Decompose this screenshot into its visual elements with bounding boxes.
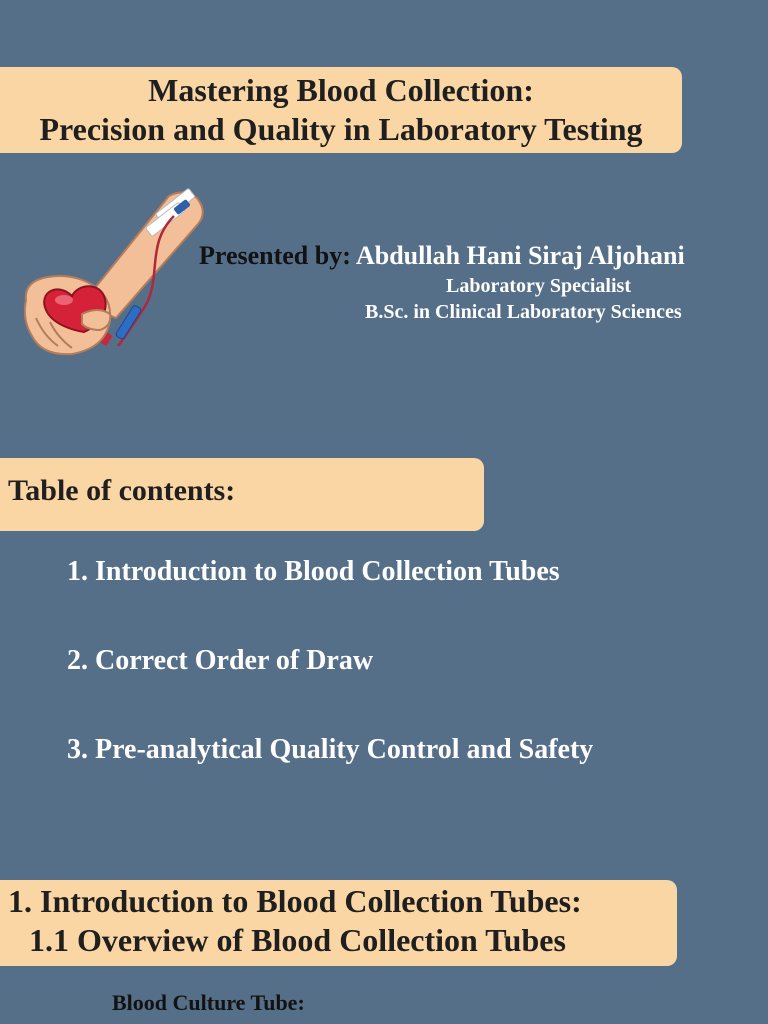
- section-banner: [0, 880, 677, 966]
- blood-draw-arm-icon: [14, 186, 214, 366]
- title-line-2: Precision and Quality in Laboratory Testing: [39, 111, 643, 147]
- presenter-label: Presented by:: [199, 241, 351, 270]
- section-heading: 1. Introduction to Blood Collection Tubes:: [8, 883, 582, 919]
- title-banner: [0, 67, 682, 153]
- toc-heading: Table of contents:: [0, 458, 484, 531]
- presenter-degree: B.Sc. in Clinical Laboratory Sciences: [365, 301, 682, 323]
- blood-culture-tube-heading: Blood Culture Tube:: [112, 990, 305, 1015]
- toc-item-introduction: 1. Introduction to Blood Collection Tubes: [67, 556, 560, 587]
- presenter-line: [199, 241, 685, 271]
- presenter-name: Abdullah Hani Siraj Aljohani: [355, 241, 685, 270]
- title-line-1: Mastering Blood Collection:: [148, 72, 534, 108]
- presenter-role: Laboratory Specialist: [446, 275, 631, 297]
- subsection-heading: 1.1 Overview of Blood Collection Tubes: [29, 922, 566, 958]
- toc-item-quality-control: 3. Pre-analytical Quality Control and Safety: [67, 734, 594, 765]
- toc-item-order-of-draw: 2. Correct Order of Draw: [67, 645, 374, 676]
